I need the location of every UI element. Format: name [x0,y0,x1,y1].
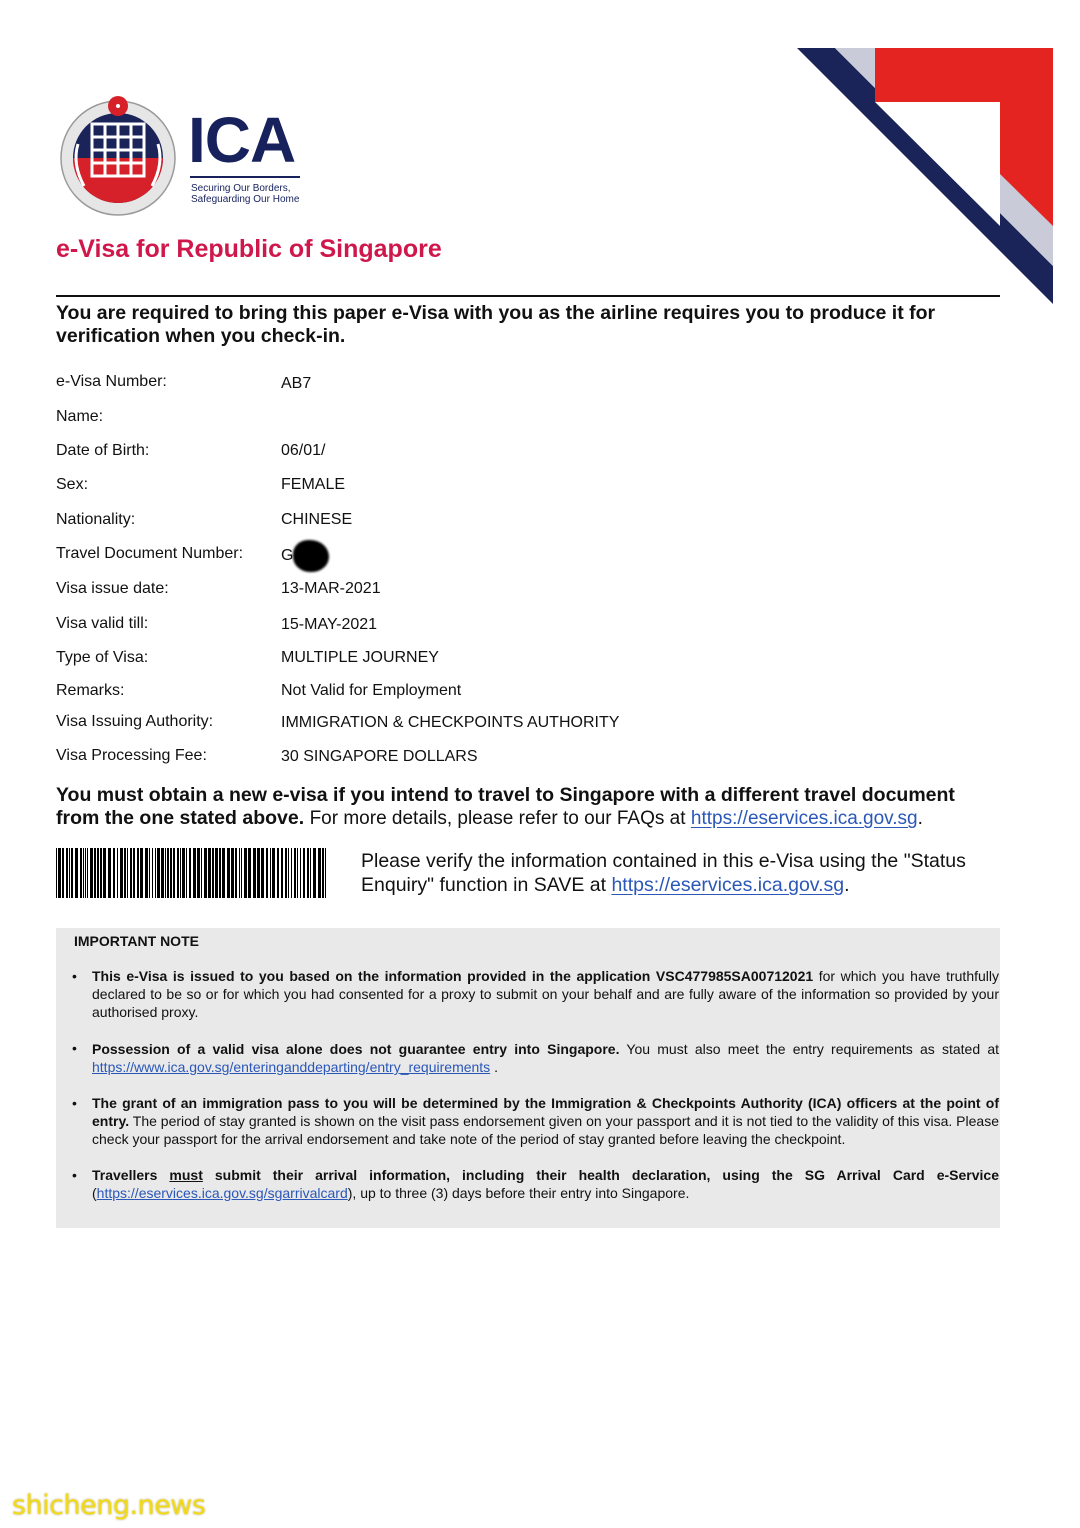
field-label-nationality: Nationality: [56,511,136,528]
verify-status-note [361,849,1001,897]
field-label-travel-document-number: Travel Document Number: [56,545,244,562]
barcode-bar [227,848,230,898]
barcode-bar [173,848,175,898]
barcode-bar [120,848,123,898]
note-item-3-bold: The grant of an immigration pass to you will be determined by the Immigration & Checkpoints Authority (ICA) officers at the point of entry. [92,1095,999,1129]
visa-barcode [56,848,328,898]
barcode-bar [261,848,264,898]
barcode-bar [235,848,237,898]
barcode-bar [248,848,251,898]
field-label-name: Name: [56,408,104,425]
bullet-3: • [72,1095,77,1111]
barcode-bar [58,848,61,898]
note-item-2-bold: Possession of a valid visa alone does not guarantee entry into Singapore. [92,1041,620,1057]
faq-link-period: . [917,808,923,829]
field-label-date-of-birth: Date of Birth: [56,442,150,459]
barcode-bar [297,848,298,898]
field-value-nationality: CHINESE [281,511,353,528]
bullet-2: • [72,1040,77,1056]
barcode-bar [71,848,73,898]
sg-arrival-card-link[interactable]: https://eservices.ica.gov.sg/sgarrivalcard [96,1185,348,1201]
save-link-period: . [844,874,850,896]
barcode-bar [113,848,115,898]
barcode-bar [197,848,200,898]
barcode-bar [83,848,84,898]
barcode-bar [310,848,311,898]
note-item-4-must: must [169,1167,203,1183]
field-label-sex: Sex: [56,476,89,493]
barcode-bar [322,848,324,898]
ica-seal-logo [58,94,178,218]
barcode-bar [124,848,126,898]
site-watermark: shicheng.news [12,1490,206,1521]
barcode-bar [208,848,211,898]
field-value-visa-valid-till: 15-MAY-2021 [281,616,378,633]
barcode-bar [288,848,289,898]
barcode-bar [244,848,247,898]
barcode-bar [87,848,88,898]
barcode-bar [94,848,96,898]
note-item-2-end: . [490,1059,498,1075]
barcode-bar [66,848,68,898]
field-label-type-of-visa: Type of Visa: [56,649,149,666]
barcode-bar [155,848,156,898]
barcode-bar [69,848,70,898]
barcode-bar [270,848,271,898]
barcode-bar [157,848,160,898]
note-item-2 [92,1040,999,1076]
barcode-bar [145,848,148,898]
barcode-bar [325,848,326,898]
barcode-bar [212,848,214,898]
field-label-evisa-number: e-Visa Number: [56,373,167,390]
faq-link[interactable]: https://eservices.ica.gov.sg [690,808,918,829]
field-label-visa-processing-fee: Visa Processing Fee: [56,747,207,764]
barcode-bar [127,848,128,898]
barcode-bar [204,848,207,898]
note-item-4-text: ), up to three (3) days before their entry into Singapore. [347,1185,690,1201]
barcode-bar [85,848,86,898]
note-item-3-text: The period of stay granted is shown on the visit pass endorsement given on your passport and it is not tied to the validity of this visa. Please check your passport for the arrival endorsement and take note of the period of stay granted before leaving the checkpoint. [92,1113,999,1147]
barcode-bar [149,848,150,898]
barcode-bar [201,848,202,898]
field-value-evisa-number: AB7 [281,375,312,392]
barcode-bar [103,848,106,898]
corner-flag-decoration [795,46,1055,306]
redaction-mark [293,540,329,572]
barcode-bar [281,848,283,898]
note-item-4-paren: ( [92,1185,97,1201]
barcode-bar [80,848,82,898]
note-item-2-text: You must also meet the entry requirements as stated at [619,1041,999,1057]
note-item-3 [92,1094,999,1148]
airline-requirement-note: You are required to bring this paper e-Visa with you as the airline requires you to produce it for verification when you check-in. [56,302,936,347]
barcode-bar [285,848,287,898]
important-note-heading: IMPORTANT NOTE [74,933,199,949]
field-label-visa-issuing-authority: Visa Issuing Authority: [56,713,214,730]
barcode-bar [152,848,153,898]
barcode-bar [170,848,172,898]
barcode-bar [182,848,185,898]
barcode-bar [137,848,139,898]
faq-reference-text: For more details, please refer to our FAQs at [309,808,686,829]
barcode-bar [303,848,305,898]
barcode-bar [167,848,169,898]
field-value-sex: FEMALE [281,476,346,493]
barcode-bar [253,848,256,898]
barcode-bar [130,848,132,898]
barcode-bar [161,848,164,898]
field-value-type-of-visa: MULTIPLE JOURNEY [281,649,439,666]
logo-tagline-line2: Safeguarding Our Home [191,194,300,205]
barcode-bar [56,848,57,898]
barcode-bar [291,848,292,898]
field-value-travel-document-number: G [281,547,294,564]
barcode-bar [219,848,221,898]
barcode-bar [266,848,268,898]
barcode-bar [313,848,316,898]
document-title: e-Visa for Republic of Singapore [56,235,442,263]
note-item-4 [92,1166,999,1202]
save-link[interactable]: https://eservices.ica.gov.sg [611,874,845,896]
note-item-1-text: for which you have truthfully declared to be so or for which you had consented for a proxy to submit on your behalf and are fully aware of the information so provided by your authorised proxy. [92,968,1000,1020]
barcode-bar [239,848,240,898]
barcode-bar [117,848,118,898]
barcode-bar [75,848,78,898]
barcode-bar [180,848,181,898]
barcode-bar [294,848,296,898]
barcode-bar [108,848,111,898]
field-value-visa-processing-fee: 30 SINGAPORE DOLLARS [281,748,478,765]
barcode-bar [177,848,179,898]
barcode-bar [165,848,166,898]
barcode-bar [100,848,102,898]
field-label-visa-valid-till: Visa valid till: [56,615,149,632]
field-value-visa-issue-date: 13-MAR-2021 [281,580,381,597]
barcode-bar [277,848,279,898]
field-value-date-of-birth: 06/01/ [281,442,326,459]
barcode-bar [318,848,321,898]
barcode-bar [90,848,93,898]
barcode-bar [62,848,64,898]
field-label-visa-issue-date: Visa issue date: [56,580,169,597]
new-evisa-note-bold: You must obtain a new e-visa if you intend to travel to Singapore with a different travel document from the one stated above. [56,784,955,829]
note-item-4-bold-pre: Travellers [92,1167,158,1183]
barcode-bar [257,848,260,898]
barcode-bar [97,848,99,898]
barcode-bar [140,848,143,898]
logo-tagline-line1: Securing Our Borders, [191,183,291,194]
note-item-4-bold-post: submit their arrival information, including their health declaration, using the SG Arrival Card e-Service [202,1167,999,1183]
barcode-bar [231,848,234,898]
wordmark-underline [190,176,300,178]
note-item-1-bold: This e-Visa is issued to you based on the information provided in the application VSC477985SA00712021 [92,968,814,984]
verify-status-text: Please verify the information contained in this e-Visa using the "Status Enquiry" function in SAVE at [361,850,966,896]
barcode-bar [133,848,135,898]
bullet-4: • [72,1167,77,1183]
barcode-bar [272,848,275,898]
field-label-remarks: Remarks: [56,682,125,699]
barcode-bar [241,848,242,898]
barcode-bar [189,848,191,898]
barcode-bar [300,848,301,898]
barcode-bar [307,848,309,898]
field-value-remarks: Not Valid for Employment [281,682,462,699]
note-item-1 [92,967,999,1021]
ica-wordmark: ICA [188,104,296,176]
new-evisa-note [56,784,1000,830]
barcode-bar [222,848,225,898]
barcode-bar [215,848,218,898]
barcode-bar [186,848,187,898]
bullet-1: • [72,968,77,984]
field-value-visa-issuing-authority: IMMIGRATION & CHECKPOINTS AUTHORITY [281,714,620,731]
entry-requirements-link[interactable]: https://www.ica.gov.sg/enteringanddeparting/entry_requirements [92,1059,491,1075]
barcode-bar [193,848,196,898]
title-divider [56,295,1000,297]
